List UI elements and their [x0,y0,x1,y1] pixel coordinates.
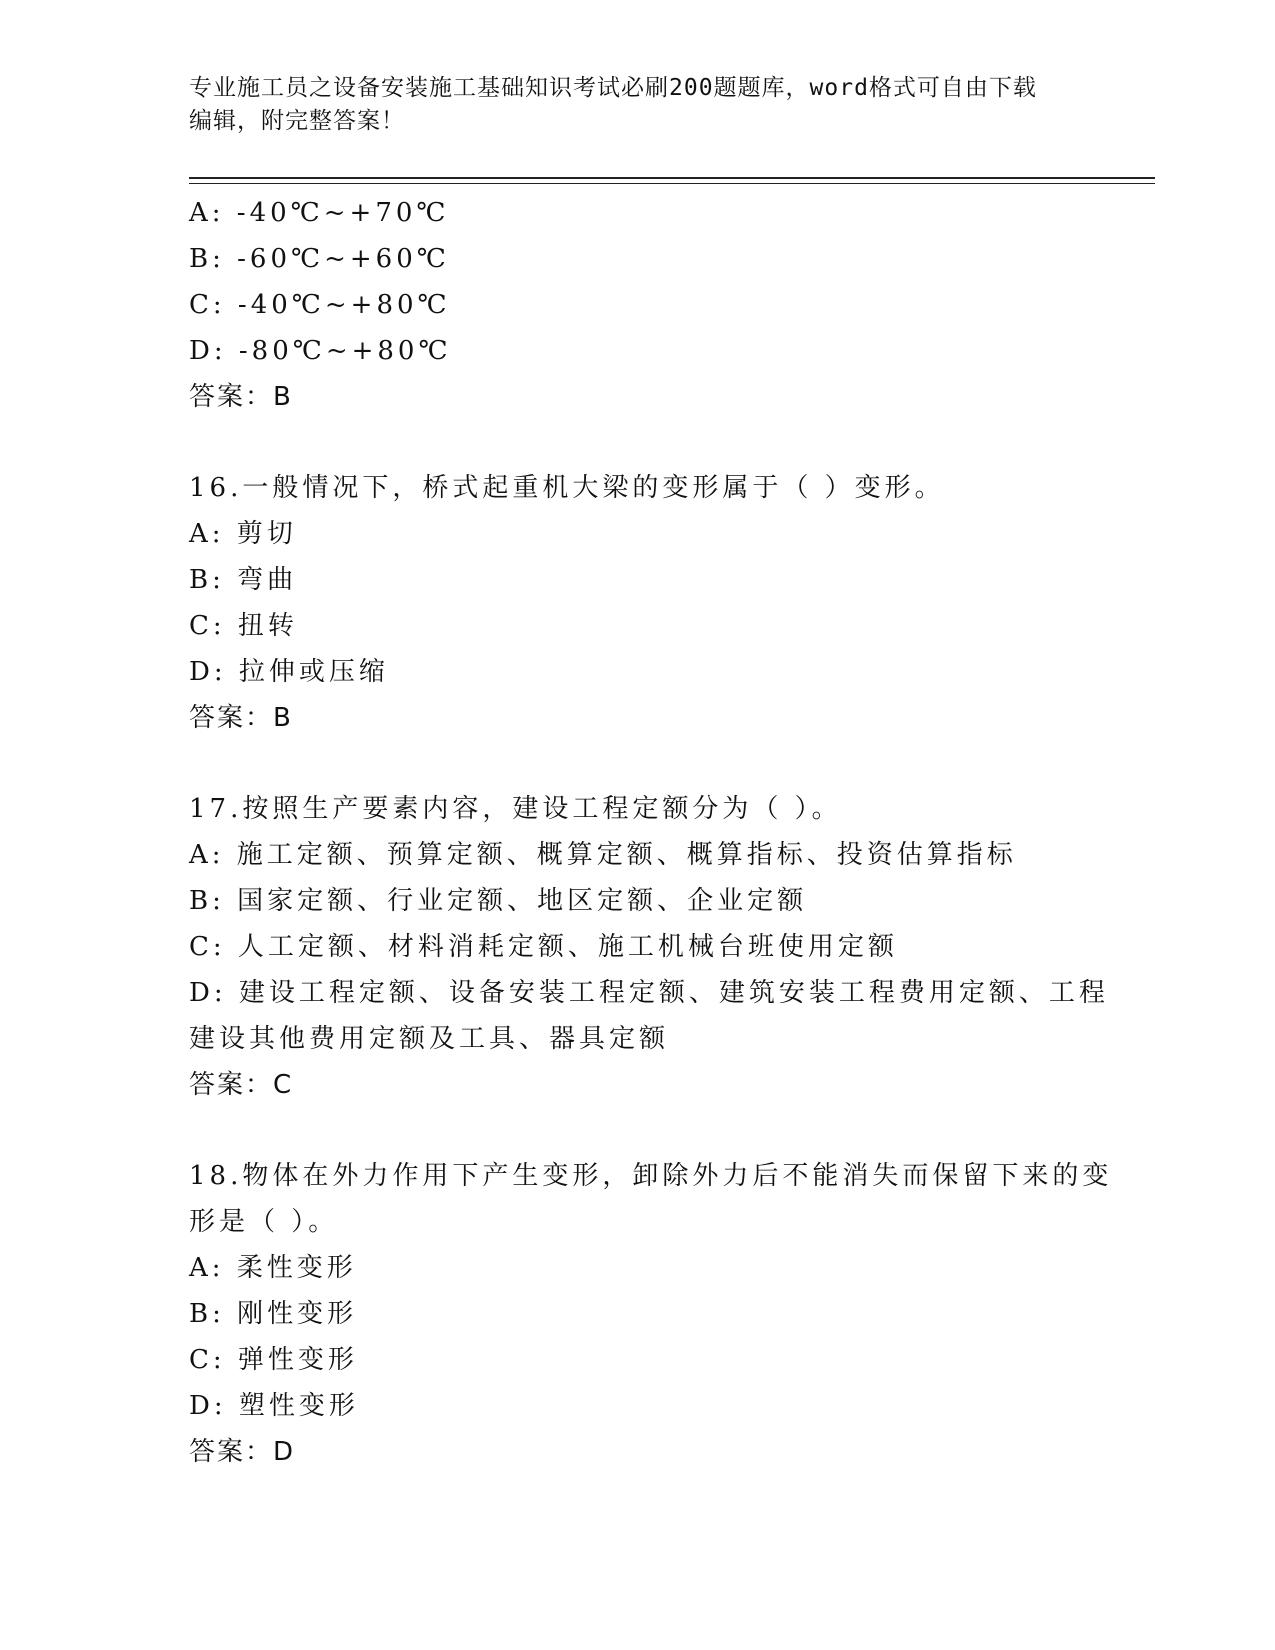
option-d-line2: 建设其他费用定额及工具、器具定额 [189,1024,670,1054]
answer: 答案：B [189,382,293,412]
option-b: B: -60℃~+60℃ [189,244,450,274]
answer: 答案：C [189,1070,294,1100]
option-d: D: 拉伸或压缩 [189,657,389,687]
option-c: C: 弹性变形 [189,1345,358,1375]
option-c: C: 扭转 [189,611,298,641]
question-text-line2: 形是（ ）。 [189,1207,339,1237]
spacer [189,1108,1089,1153]
question-15 [189,190,1089,420]
option-d-line1: D: 建设工程定额、设备安装工程定额、建筑安装工程费用定额、工程 [189,978,1109,1008]
document-header [189,72,1089,138]
option-a: A: -40℃~+70℃ [189,198,450,228]
option-a: A: 柔性变形 [189,1253,357,1283]
answer: 答案：B [189,703,293,733]
header-divider [189,177,1155,179]
option-a: A: 施工定额、预算定额、概算定额、概算指标、投资估算指标 [189,840,1017,870]
option-c: C: 人工定额、材料消耗定额、施工机械台班使用定额 [189,932,898,962]
option-a: A: 剪切 [189,519,297,549]
option-b: B: 国家定额、行业定额、地区定额、企业定额 [189,886,808,916]
header-title-line1: 专业施工员之设备安装施工基础知识考试必刷200题题库，word格式可自由下载 [189,75,1037,101]
question-list [189,190,1113,1475]
question-text-line1: 18.物体在外力作用下产生变形，卸除外力后不能消失而保留下来的变 [189,1161,1113,1191]
question-17 [189,786,1109,1108]
answer: 答案：D [189,1437,296,1467]
spacer [189,741,1089,786]
option-b: B: 刚性变形 [189,1299,358,1329]
spacer [189,420,1089,465]
option-c: C: -40℃~+80℃ [189,290,451,320]
header-divider-thin [189,183,1155,184]
question-16 [189,465,1089,741]
header-title-line2: 编辑，附完整答案！ [189,108,405,134]
option-d: D: -80℃~+80℃ [189,336,452,366]
option-d: D: 塑性变形 [189,1391,359,1421]
question-text: 17.按照生产要素内容，建设工程定额分为（ ）。 [189,794,842,824]
question-18 [189,1153,1113,1475]
question-text: 16.一般情况下，桥式起重机大梁的变形属于（ ）变形。 [189,473,945,503]
option-b: B: 弯曲 [189,565,298,595]
